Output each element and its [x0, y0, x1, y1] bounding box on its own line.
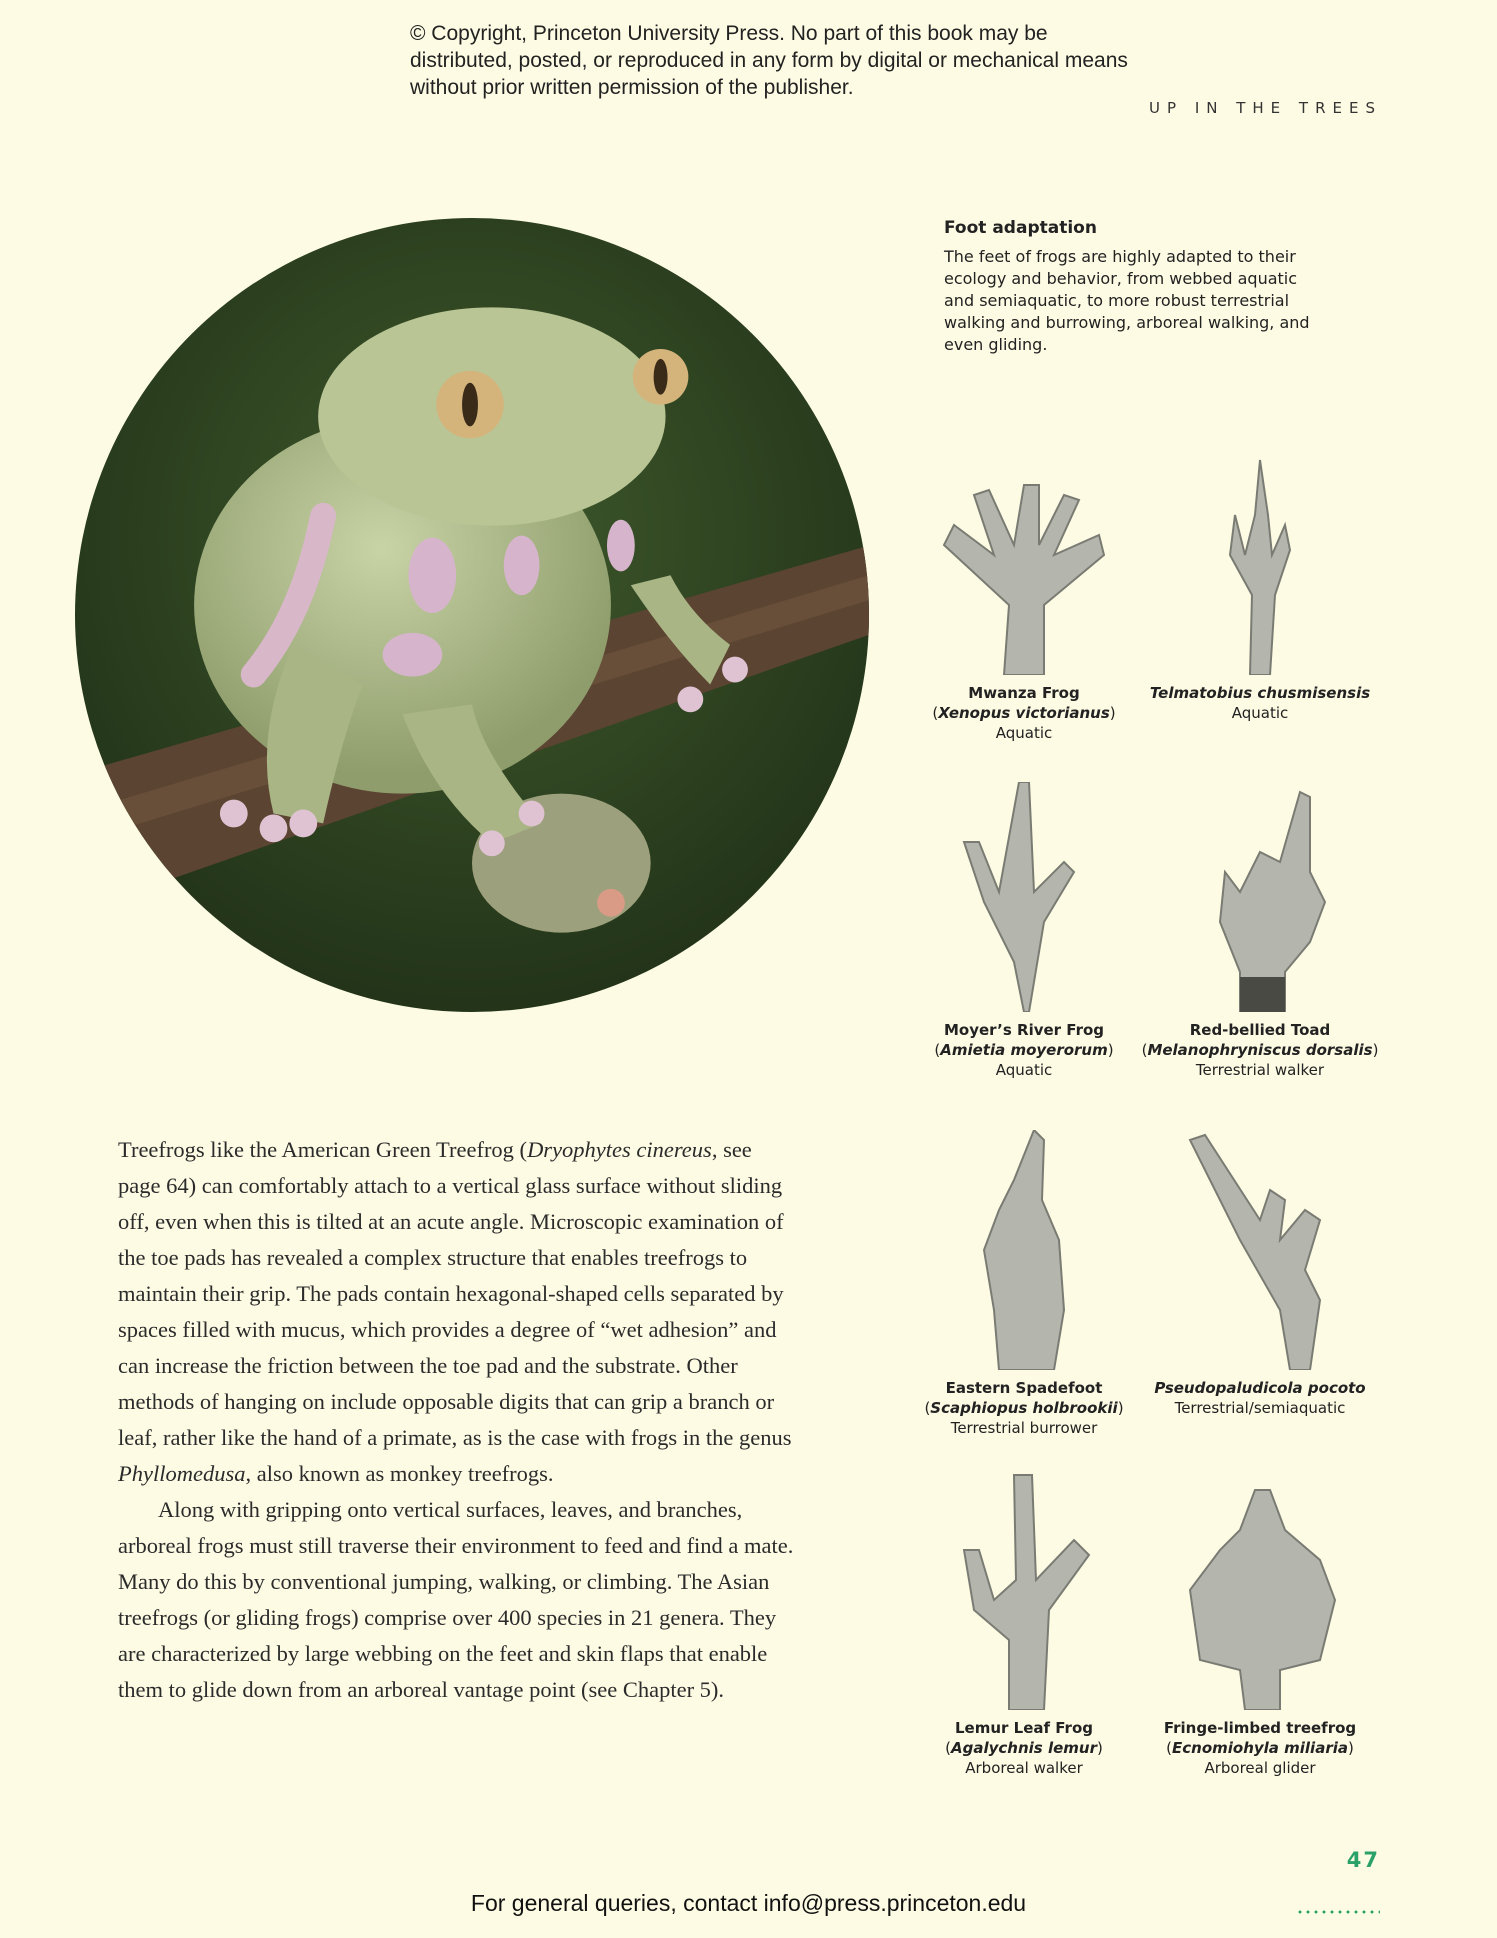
spade-foot-icon	[924, 1130, 1124, 1370]
long-toed-foot-icon	[1160, 1130, 1360, 1370]
foot-scientific-name: Pseudopaludicola pocoto	[1154, 1379, 1366, 1397]
foot-common-name: Fringe-limbed treefrog	[1163, 1719, 1357, 1737]
foot-illustration: Eastern Spadefoot (Scaphiopus holbrookii) Terrestrial burrower	[904, 1130, 1144, 1438]
foot-habit: Aquatic	[995, 724, 1053, 742]
foot-habit: Terrestrial walker	[1195, 1061, 1325, 1079]
foot-scientific-name: Ecnomiohyla miliaria	[1172, 1739, 1348, 1757]
foot-adaptation-sidebar	[944, 218, 1314, 356]
foot-habit: Aquatic	[1231, 704, 1289, 722]
foot-common-name: Eastern Spadefoot	[945, 1379, 1103, 1397]
foot-illustration: Red-bellied Toad (Melanophryniscus dorsalis) Terrestrial walker	[1140, 782, 1380, 1080]
foot-habit: Arboreal walker	[965, 1759, 1083, 1777]
foot-scientific-name: Xenopus victorianus	[938, 704, 1110, 722]
frog-on-branch-image	[75, 218, 869, 1012]
foot-scientific-name: Agalychnis lemur	[951, 1739, 1097, 1757]
body-paragraph: Along with gripping onto vertical surfaces, leaves, and branches, arboreal frogs must still traverse their environment to feed and find a mate. Many do this by conventional jumping, walking, or climbing. The Asian treefrogs (or gliding frogs) comprise over 400 species in 21 genera. They are characterized by large webbing on the feet and skin flaps that enable them to glide down from an arboreal vantage point (see Chapter 5).	[118, 1497, 794, 1702]
grasping-foot-icon	[924, 1470, 1124, 1710]
foot-common-name: Mwanza Frog	[968, 684, 1080, 702]
foot-habit: Terrestrial/semiaquatic	[1174, 1399, 1346, 1417]
foot-illustration: Mwanza Frog (Xenopus victorianus) Aquatic	[904, 455, 1144, 743]
body-paragraph: Treefrogs like the American Green Treefrog (Dryophytes cinereus, see page 64) can comfortably attach to a vertical glass surface without sliding off, even when this is tilted at an acute angle. Microscopic examination of the toe pads has revealed a complex structure that enables treefrogs to maintain their grip. The pads contain hexagonal-shaped cells separated by spaces filled with mucus, which provides a degree of “wet adhesion” and can increase the friction between the toe pad and the substrate. Other methods of hanging on include opposable digits that can grip a branch or leaf, rather like the hand of a primate, as is the case with frogs in the genus Phyllomedusa, also known as monkey treefrogs.	[118, 1137, 792, 1486]
foot-illustration	[1140, 455, 1380, 723]
foot-common-name: Lemur Leaf Frog	[955, 1719, 1093, 1737]
sidebar-title: Foot adaptation	[944, 218, 1097, 238]
running-head: UP IN THE TREES	[1149, 99, 1382, 117]
foot-illustration	[1140, 1130, 1380, 1418]
copyright-notice: © Copyright, Princeton University Press. No part of this book may be distributed, posted, or reproduced in any form by digital or mechanical means without prior written permission of the publisher.	[410, 22, 1128, 99]
foot-illustration: Fringe-limbed treefrog (Ecnomiohyla miliaria) Arboreal glider	[1140, 1470, 1380, 1778]
body-text	[118, 1132, 798, 1708]
slender-foot-icon	[1160, 455, 1360, 675]
foot-illustration: Lemur Leaf Frog (Agalychnis lemur) Arboreal walker	[904, 1470, 1144, 1778]
foot-scientific-name: Melanophryniscus dorsalis	[1147, 1041, 1373, 1059]
foot-scientific-name: Telmatobius chusmisensis	[1149, 684, 1371, 702]
foot-habit: Aquatic	[995, 1061, 1053, 1079]
foot-scientific-name: Amietia moyerorum	[940, 1041, 1108, 1059]
webbed-foot-icon	[924, 455, 1124, 675]
warty-foot-icon	[1160, 782, 1360, 1012]
contact-footer: For general queries, contact info@press.princeton.edu	[470, 1890, 1027, 1916]
foot-scientific-name: Scaphiopus holbrookii	[930, 1399, 1118, 1417]
foot-common-name: Moyer’s River Frog	[943, 1021, 1105, 1039]
frog-photo	[75, 218, 869, 1012]
foot-illustration: Moyer’s River Frog (Amietia moyerorum) Aquatic	[904, 782, 1144, 1080]
webbed-foot-icon	[924, 782, 1124, 1012]
gliding-foot-icon	[1160, 1470, 1360, 1710]
foot-common-name: Red-bellied Toad	[1189, 1021, 1331, 1039]
foot-habit: Arboreal glider	[1204, 1759, 1316, 1777]
page-number: 47	[1346, 1848, 1380, 1872]
sidebar-text: The feet of frogs are highly adapted to their ecology and behavior, from webbed aquatic and semiaquatic, to more robust terrestrial walking and burrowing, arboreal walking, and even gliding.	[944, 247, 1310, 354]
foot-habit: Terrestrial burrower	[950, 1419, 1098, 1437]
